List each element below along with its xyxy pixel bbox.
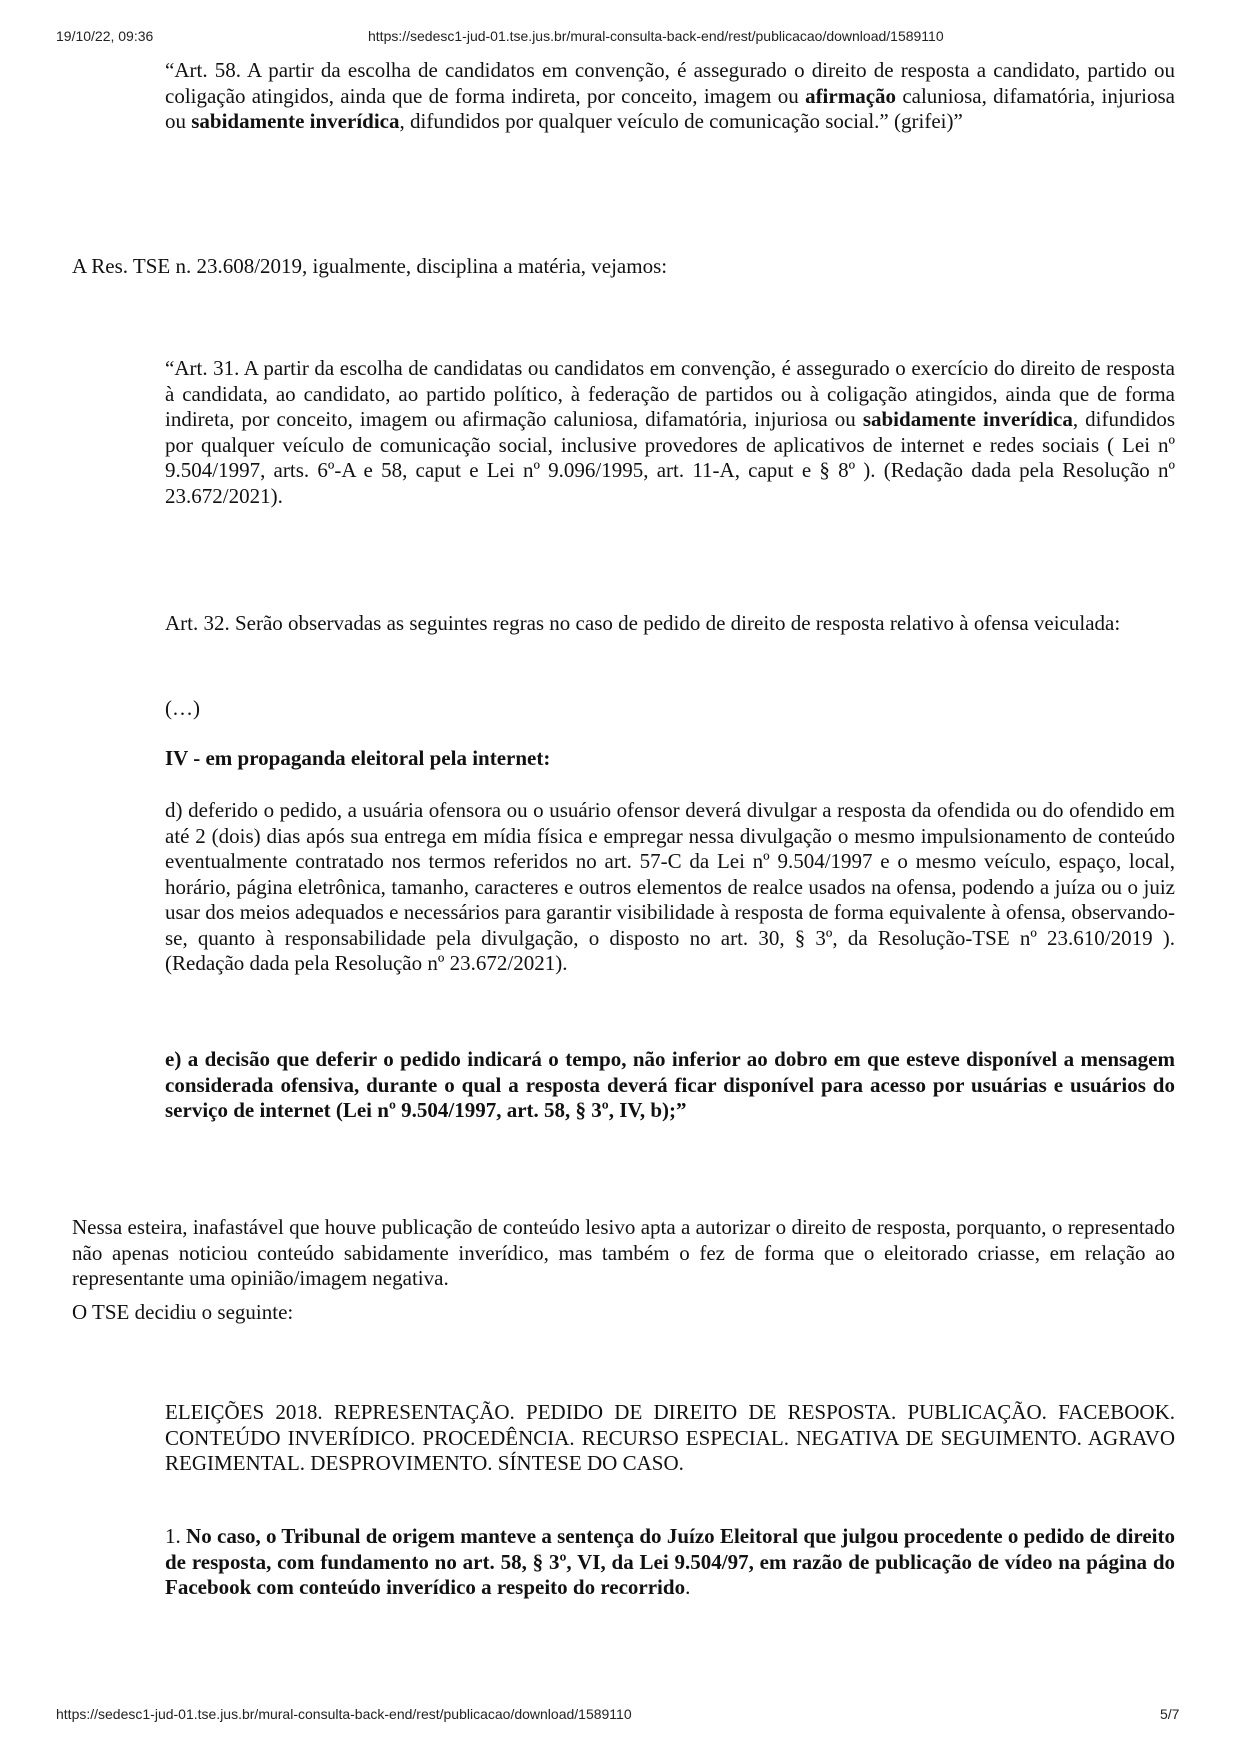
print-datetime: 19/10/22, 09:36	[56, 28, 154, 44]
print-footer-url: https://sedesc1-jud-01.tse.jus.br/mural-consulta-back-end/rest/publicacao/download/1589110	[56, 1706, 632, 1722]
item-e-paragraph: e) a decisão que deferir o pedido indicará o tempo, não inferior ao dobro em que esteve disponível a mensagem considerada ofensiva, durante o qual a resposta deverá ficar disponível para acesso por usuárias e usuários do serviço de internet (Lei nº 9.504/1997, art. 58, § 3º, IV, b);”	[165, 1047, 1175, 1122]
page-number: 5/7	[1160, 1706, 1180, 1722]
item-1-paragraph: 1. No caso, o Tribunal de origem manteve a sentença do Juízo Eleitoral que julgou procedente o pedido de direito de resposta, com fundamento no art. 58, § 3º, VI, da Lei 9.504/97, em razão de publicação de vídeo na página do Facebook com conteúdo inverídico a respeito do recorrido.	[165, 1524, 1176, 1599]
tse-intro: O TSE decidiu o seguinte:	[72, 1300, 294, 1324]
res-intro-paragraph: A Res. TSE n. 23.608/2019, igualmente, disciplina a matéria, vejamos:	[72, 254, 668, 278]
ementa-paragraph: ELEIÇÕES 2018. REPRESENTAÇÃO. PEDIDO DE DIREITO DE RESPOSTA. PUBLICAÇÃO. FACEBOOK. CONTEÚDO INVERÍDICO. PROCEDÊNCIA. RECURSO ESPECIAL. NEGATIVA DE SEGUIMENTO. AGRAVO REGIMENTAL. DESPROVIMENTO. SÍNTESE DO CASO.	[165, 1400, 1175, 1475]
item-iv-heading: IV - em propaganda eleitoral pela internet:	[165, 746, 551, 770]
art31-quote: “Art. 31. A partir da escolha de candidatas ou candidatos em convenção, é assegurado o exercício do direito de resposta à candidata, ao candidato, ao partido político, à federação de partidos ou à coligação atingidos, ainda que de forma indireta, por conceito, imagem ou afirmação caluniosa, difamatória, injuriosa ou sabidamente inverídica, difundidos por qualquer veículo de comunicação social, inclusive provedores de aplicativos de internet e redes sociais ( Lei nº 9.504/1997, arts. 6º-A e 58, caput e Lei nº 9.096/1995, art. 11-A, caput e § 8º ). (Redação dada pela Resolução nº 23.672/2021).	[165, 356, 1175, 508]
art58-quote: “Art. 58. A partir da escolha de candidatos em convenção, é assegurado o direito de resposta a candidato, partido ou coligação atingidos, ainda que de forma indireta, por conceito, imagem ou afirmação caluniosa, difamatória, injuriosa ou sabidamente inverídica, difundidos por qualquer veículo de comunicação social.” (grifei)”	[165, 58, 1175, 133]
ellipsis: (…)	[165, 696, 200, 720]
item-d-paragraph: d) deferido o pedido, a usuária ofensora ou o usuário ofensor deverá divulgar a resposta da ofendida ou do ofendido em até 2 (dois) dias após sua entrega em mídia física e empregar nessa divulgação o mesmo impulsionamento de conteúdo eventualmente contratado nos termos referidos no art. 57-C da Lei nº 9.504/1997 e o mesmo veículo, espaço, local, horário, página eletrônica, tamanho, caracteres e outros elementos de realce usados na ofensa, podendo a juíza ou o juiz usar dos meios adequados e necessários para garantir visibilidade à resposta de forma equivalente à ofensa, observando-se, quanto à responsabilidade pela divulgação, o disposto no art. 30, § 3º, da Resolução-TSE nº 23.610/2019 ). (Redação dada pela Resolução nº 23.672/2021).	[165, 798, 1175, 975]
art32-paragraph: Art. 32. Serão observadas as seguintes regras no caso de pedido de direito de resposta relativo à ofensa veiculada:	[165, 611, 1121, 635]
analysis-paragraph: Nessa esteira, inafastável que houve publicação de conteúdo lesivo apta a autorizar o direito de resposta, porquanto, o representado não apenas noticiou conteúdo sabidamente inverídico, mas também o fez de forma que o eleitorado criasse, em relação ao representante uma opinião/imagem negativa.	[72, 1215, 1175, 1290]
print-header-url: https://sedesc1-jud-01.tse.jus.br/mural-consulta-back-end/rest/publicacao/download/1589110	[368, 28, 944, 44]
